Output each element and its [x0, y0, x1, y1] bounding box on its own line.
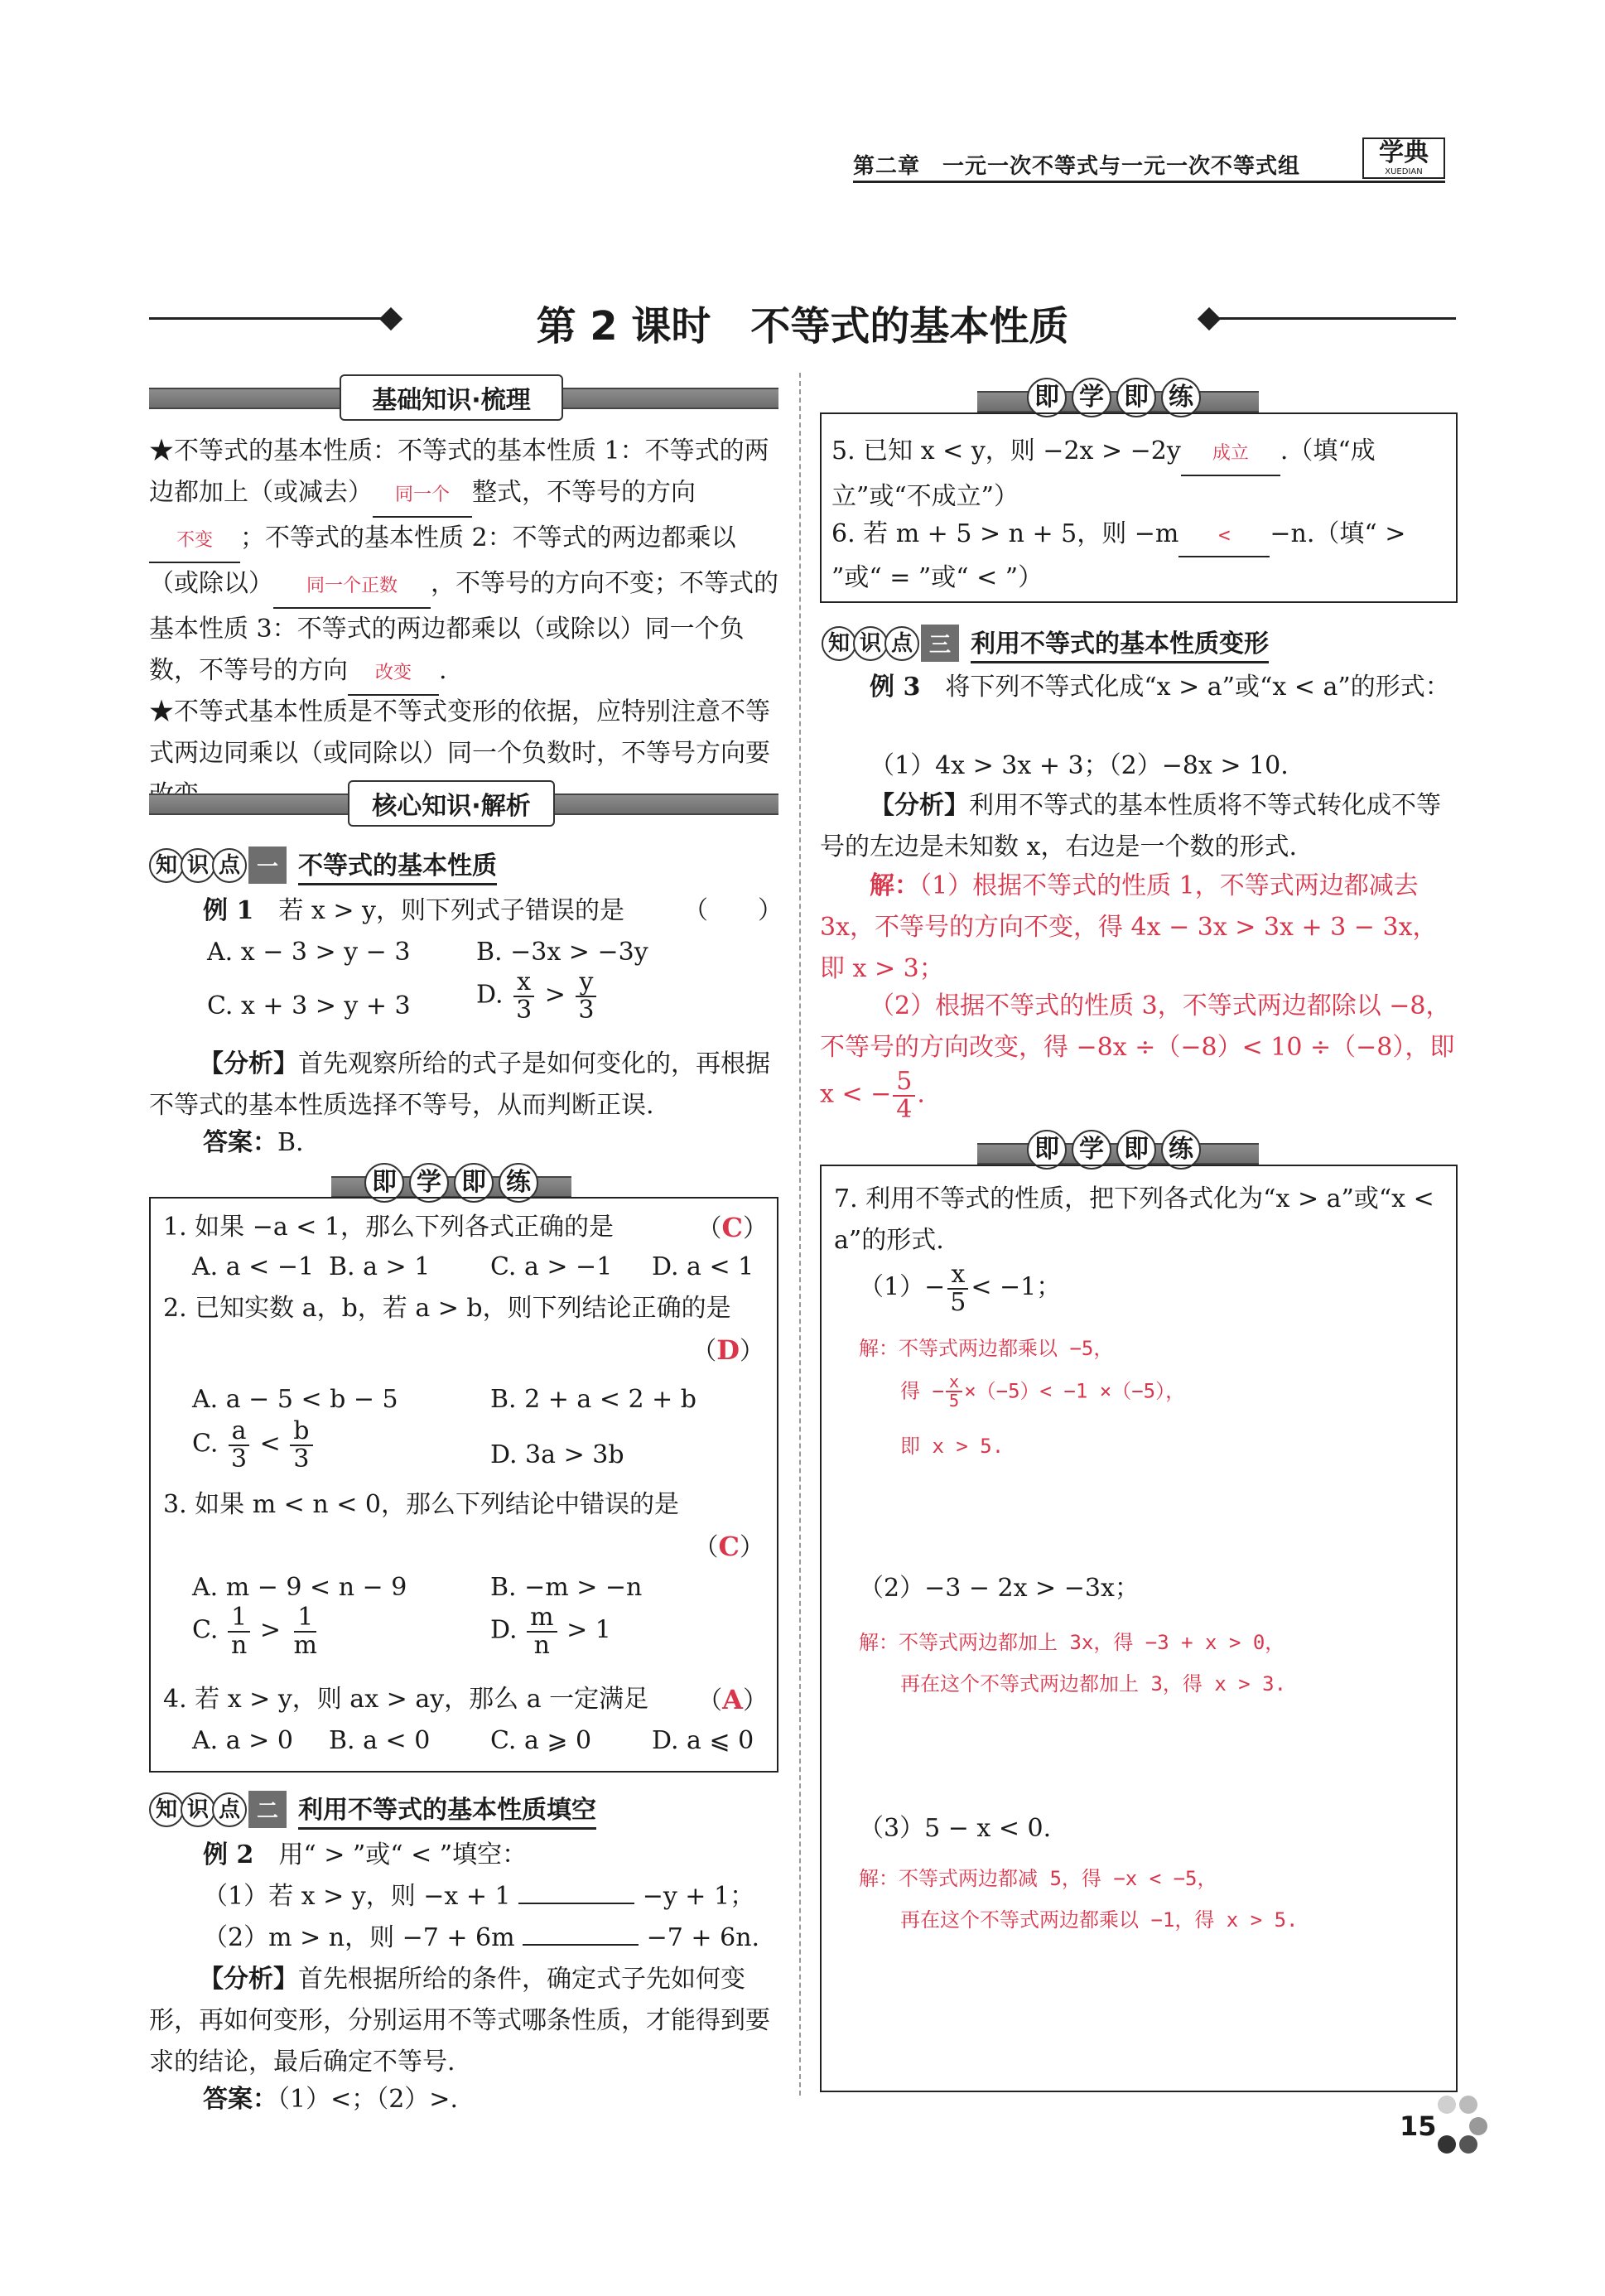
- solution-3-part-2: [820, 986, 1458, 1122]
- practice-banner-2: [1027, 378, 1201, 417]
- q7-handwritten-3-line-1: 解：不等式两边都减 5，得 −x < −5，: [859, 1867, 1217, 1890]
- question-6: [831, 514, 1444, 599]
- numerator: 1: [228, 1604, 250, 1633]
- answer-bracket: [694, 1526, 764, 1569]
- analysis-tag: 【分析】: [870, 791, 969, 820]
- hexagon-decoration-icon: [1431, 2096, 1497, 2145]
- kp-char: 知: [149, 848, 184, 883]
- option-a: A. x − 3 > y − 3: [207, 938, 411, 967]
- example-label: 例 2: [203, 1840, 254, 1869]
- q1-option-b: B. a > 1: [329, 1252, 431, 1281]
- fill-blank: <: [1178, 514, 1270, 557]
- fraction: [527, 1604, 557, 1658]
- fraction: [290, 1418, 312, 1472]
- answer-text: （1）<；（2）>.: [277, 2085, 458, 2114]
- paren: ）: [740, 1337, 764, 1366]
- basic-text-c: ；不等式的基本性质 2：不等式的两边都乘以（或除以）: [149, 523, 736, 598]
- numerator: b: [290, 1418, 312, 1446]
- fraction: [228, 1604, 250, 1658]
- knowledge-point-2: [149, 1789, 596, 1830]
- kp-char: 识: [853, 626, 888, 661]
- line-text: −y + 1；: [642, 1882, 755, 1911]
- analysis-3: [820, 785, 1458, 868]
- q1-option-c: C. a > −1: [490, 1252, 613, 1281]
- practice-char: 练: [1161, 378, 1201, 417]
- denominator: n: [230, 1630, 248, 1660]
- numerator: x: [947, 1261, 968, 1290]
- paren: ）: [743, 1686, 768, 1715]
- practice-box-2: [820, 412, 1458, 603]
- numerator: y: [576, 969, 596, 997]
- example-text: 用“ > ”或“ < ”填空：: [278, 1840, 528, 1869]
- q3-option-b: B. −m > −n: [490, 1573, 643, 1602]
- analysis-1: [149, 1044, 778, 1126]
- basic-text-e: .: [439, 656, 447, 685]
- option-c: C. x + 3 > y + 3: [207, 991, 411, 1020]
- denominator: 3: [578, 995, 595, 1025]
- q4-option-d: D. a ⩽ 0: [652, 1726, 754, 1755]
- hex-shape: [1459, 2135, 1477, 2154]
- paren: （: [697, 1686, 723, 1715]
- fill-blank-4: 改变: [348, 653, 439, 696]
- q3-option-c: [192, 1604, 322, 1658]
- practice-char: 即: [1027, 1130, 1067, 1170]
- denominator: n: [533, 1630, 550, 1660]
- q7-handwritten-2-line-2: 再在这个不等式两边都加上 3，得 x > 3.: [900, 1672, 1287, 1695]
- q7-part-2: （2）−3 − 2x > −3x；: [859, 1574, 1140, 1603]
- kp-char: 点: [884, 626, 919, 661]
- q7-handwritten-3-line-2: 再在这个不等式两边都乘以 −1，得 x > 5.: [900, 1908, 1299, 1932]
- kp-number: 三: [921, 625, 959, 662]
- q4-option-a: A. a > 0: [192, 1726, 293, 1755]
- example-2-line-2: [203, 1917, 759, 1959]
- answer-paren: （ ）: [683, 896, 783, 925]
- solution-text: （1）根据不等式的性质 1，不等式两边都减去 3x，不等号的方向不变，得 4x − 3x > 3x + 3 − 3x，即 x > 3；: [820, 871, 1438, 983]
- practice-char: 即: [1027, 378, 1067, 417]
- kp-char: 识: [181, 1792, 215, 1827]
- q2-option-d: D. 3a > 3b: [490, 1440, 624, 1469]
- analysis-text: 利用不等式的基本性质将不等式转化成不等号的左边是未知数 x，右边是一个数的形式.: [820, 791, 1441, 861]
- example-2-line-1: [203, 1876, 754, 1917]
- practice-box-1: [149, 1197, 778, 1773]
- basic-text-a: ★不等式的基本性质：不等式的基本性质 1：不等式的两边都加上（或减去）: [149, 437, 769, 507]
- example-2: [203, 1835, 527, 1876]
- kp-char: 知: [149, 1792, 184, 1827]
- paren: （: [696, 1214, 722, 1243]
- solution-tag: 解：: [870, 871, 919, 900]
- basic-text-b: 整式，不等号的方向: [472, 478, 696, 507]
- answer-1: [203, 1122, 304, 1164]
- denominator: 5: [948, 1391, 960, 1411]
- answer-choice: D: [716, 1334, 740, 1366]
- section-banner-core: 核心知识·解析: [348, 780, 555, 827]
- practice-char: 学: [409, 1163, 449, 1203]
- answer-choice: A: [722, 1684, 743, 1715]
- practice-char: 练: [499, 1163, 538, 1203]
- section-banner-basic: 基础知识·梳理: [340, 374, 563, 421]
- numerator: x: [513, 969, 534, 997]
- question-text: 4. 若 x > y，则 ax > ay，那么 a 一定满足: [163, 1685, 649, 1714]
- q7-handwritten-1-line-2: [900, 1373, 1185, 1411]
- fill-blank-3: 同一个正数: [273, 566, 431, 609]
- example-1: [203, 890, 783, 932]
- numerator: 5: [893, 1068, 915, 1097]
- denominator: 4: [896, 1094, 913, 1124]
- hw-text: 得 −: [900, 1379, 944, 1403]
- practice-char: 即: [454, 1163, 494, 1203]
- answer-choice: C: [718, 1531, 740, 1562]
- knowledge-point-1: [149, 845, 497, 885]
- kp-number: 二: [248, 1791, 287, 1828]
- answer-choice: C: [721, 1212, 743, 1243]
- example-label: 例 1: [203, 896, 254, 925]
- practice-char: 学: [1072, 378, 1111, 417]
- brand-name: 学典: [1379, 138, 1429, 167]
- q1-option-d: D. a < 1: [652, 1252, 754, 1281]
- denominator: 3: [293, 1444, 310, 1474]
- practice-char: 即: [1116, 1130, 1156, 1170]
- kp-number: 一: [248, 847, 287, 884]
- question-3: 3. 如果 m < n < 0，那么下列结论中错误的是: [163, 1490, 679, 1519]
- example-3-items: （1）4x > 3x + 3；（2）−8x > 10.: [870, 751, 1289, 780]
- fill-blank-2: 不变: [149, 520, 240, 563]
- page-title: 第 2 课时 不等式的基本性质: [536, 303, 1069, 350]
- option-label: C.: [192, 1429, 219, 1459]
- q4-option-b: B. a < 0: [329, 1726, 431, 1755]
- basic-text-d: ，不等号的方向不变；不等式的基本性质 3：不等式的两边都乘以（或除以）同一个负数，不等号的方向: [149, 569, 778, 685]
- kp-title: 不等式的基本性质: [298, 845, 497, 885]
- answer-tag: 答案：: [203, 1128, 277, 1157]
- option-d: [476, 969, 600, 1023]
- fraction: [513, 969, 535, 1023]
- question-1: [163, 1207, 768, 1248]
- example-label: 例 3: [870, 673, 921, 702]
- question-text: 6. 若 m + 5 > n + 5，则 −m: [831, 519, 1179, 548]
- answer-2: [203, 2079, 458, 2120]
- numerator: m: [527, 1604, 557, 1633]
- fraction: [575, 969, 597, 1023]
- q7-part-3: （3）5 − x < 0.: [859, 1814, 1052, 1843]
- answer-blank: [518, 1903, 634, 1904]
- brand-logo: [1362, 137, 1445, 179]
- numerator: x: [946, 1373, 962, 1392]
- denominator: 5: [950, 1287, 966, 1317]
- analysis-text: 首先根据所给的条件，确定式子先如何变形，再如何变形，分别运用不等式哪条性质，才能得到要求的结论，最后确定不等号.: [149, 1965, 770, 2077]
- denominator: m: [293, 1630, 317, 1660]
- question-7: 7. 利用不等式的性质，把下列各式化为“x > a”或“x < a”的形式.: [834, 1184, 1434, 1255]
- fraction: [893, 1068, 915, 1122]
- title-rule-right: [1216, 317, 1456, 320]
- line-text: −7 + 6n.: [646, 1923, 760, 1952]
- numerator: 1: [294, 1604, 316, 1633]
- knowledge-point-3: [822, 623, 1269, 663]
- paren: （: [692, 1337, 717, 1366]
- fraction: [291, 1604, 321, 1658]
- operator: >: [544, 980, 566, 1010]
- answer-text: B.: [277, 1128, 304, 1157]
- q2-option-b: B. 2 + a < 2 + b: [490, 1385, 697, 1414]
- hex-shape: [1469, 2117, 1487, 2135]
- question-4: [163, 1679, 768, 1720]
- kp-char: 知: [822, 626, 856, 661]
- brand-sub: XUEDIAN: [1385, 167, 1423, 176]
- question-5: [831, 431, 1444, 518]
- practice-box-3: [820, 1165, 1458, 2092]
- q7-handwritten-2-line-1: 解：不等式两边都加上 3x，得 −3 + x > 0，: [859, 1631, 1285, 1654]
- answer-blank: [523, 1944, 639, 1946]
- option-label: D.: [490, 1615, 518, 1645]
- analysis-tag: 【分析】: [199, 1049, 298, 1078]
- example-text: 将下列不等式化成“x > a”或“x < a”的形式：: [945, 673, 1450, 702]
- fill-blank-1: 同一个: [373, 475, 472, 518]
- basic-paragraph-1: [149, 431, 778, 696]
- line-text: （1）若 x > y，则 −x + 1: [203, 1882, 511, 1911]
- question-text: −n.（填“ > ”或“ = ”或“ < ”）: [831, 519, 1406, 592]
- analysis-text: 首先观察所给的式子是如何变化的，再根据不等式的基本性质选择不等号，从而判断正误.: [149, 1049, 770, 1120]
- practice-banner-3: [1027, 1130, 1201, 1170]
- question-2: 2. 已知实数 a，b，若 a > b，则下列结论正确的是: [163, 1294, 731, 1323]
- q1-option-a: A. a < −1: [192, 1252, 315, 1281]
- fraction: [946, 1373, 962, 1411]
- q3-option-d: [490, 1604, 611, 1658]
- operator: <: [259, 1429, 281, 1459]
- answer-bracket: [697, 1679, 768, 1722]
- solution-text: .: [917, 1079, 925, 1109]
- question-text: 1. 如果 −a < 1，那么下列各式正确的是: [163, 1213, 615, 1242]
- denominator: 3: [516, 995, 533, 1025]
- solution-3-part-1: [820, 866, 1458, 990]
- kp-char: 点: [212, 848, 247, 883]
- q7-handwritten-1-line-1: 解：不等式两边都乘以 −5，: [859, 1337, 1114, 1360]
- denominator: 3: [230, 1444, 248, 1474]
- column-divider: [799, 373, 801, 2096]
- operator: >: [259, 1615, 281, 1645]
- fraction: [947, 1261, 969, 1315]
- kp-char: 识: [181, 848, 215, 883]
- numerator: a: [229, 1418, 250, 1446]
- analysis-2: [149, 1959, 778, 2083]
- hex-shape: [1438, 2135, 1456, 2154]
- answer-bracket: [692, 1329, 764, 1372]
- option-d-label: D.: [476, 980, 504, 1010]
- question-text: .（填“成立”或“不成立”）: [831, 437, 1376, 511]
- analysis-tag: 【分析】: [199, 1965, 298, 1994]
- answer-bracket: [697, 1207, 768, 1250]
- option-b: B. −3x > −3y: [476, 938, 648, 967]
- line-text: （2）m > n，则 −7 + 6m: [203, 1923, 515, 1952]
- paren: （: [693, 1533, 719, 1562]
- header-rule: [853, 181, 1445, 183]
- option-label: C.: [192, 1615, 219, 1645]
- basic-paragraph-2: ★不等式基本性质是不等式变形的依据，应特别注意不等式两边同乘以（或同除以）同一个负数时，不等号方向要: [149, 697, 770, 768]
- q4-option-c: C. a ⩾ 0: [490, 1726, 592, 1755]
- part-text: （1）−: [859, 1272, 946, 1302]
- chapter-header: 第二章 一元一次不等式与一元一次不等式组: [853, 154, 1301, 179]
- q2-option-a: A. a − 5 < b − 5: [192, 1385, 398, 1414]
- practice-char: 即: [364, 1163, 404, 1203]
- option-tail: > 1: [566, 1615, 611, 1645]
- example-text: 若 x > y，则下列式子错误的是: [278, 896, 624, 925]
- practice-char: 学: [1072, 1130, 1111, 1170]
- q2-option-c: [192, 1418, 315, 1472]
- hex-shape: [1438, 2096, 1456, 2114]
- kp-title: 利用不等式的基本性质变形: [971, 623, 1269, 663]
- hex-shape: [1459, 2096, 1477, 2114]
- q7-part-1: [859, 1261, 1061, 1315]
- kp-char: 点: [212, 1792, 247, 1827]
- paren: ）: [740, 1533, 764, 1562]
- fraction: [228, 1418, 250, 1472]
- question-text: 5. 已知 x < y，则 −2x > −2y: [831, 437, 1181, 465]
- page-number: 15: [1400, 2110, 1437, 2142]
- practice-char: 练: [1161, 1130, 1201, 1170]
- solution-text: （2）根据不等式的性质 3，不等式两边都除以 −8，不等号的方向改变，得 −8x ÷（−8）< 10 ÷（−8），即: [820, 991, 1455, 1062]
- paren: ）: [743, 1214, 768, 1243]
- q7-handwritten-1-line-3: 即 x > 5.: [900, 1435, 1005, 1458]
- solution-text: x < −: [820, 1079, 892, 1109]
- part-text: < −1；: [971, 1272, 1062, 1302]
- answer-tag: 答案：: [203, 2085, 277, 2114]
- example-3: [820, 667, 1458, 708]
- practice-char: 即: [1116, 378, 1156, 417]
- hw-text: ×（−5）< −1 ×（−5），: [964, 1379, 1186, 1403]
- q3-option-a: A. m − 9 < n − 9: [192, 1573, 407, 1602]
- kp-title: 利用不等式的基本性质填空: [298, 1789, 596, 1830]
- fill-blank: 成立: [1181, 433, 1280, 476]
